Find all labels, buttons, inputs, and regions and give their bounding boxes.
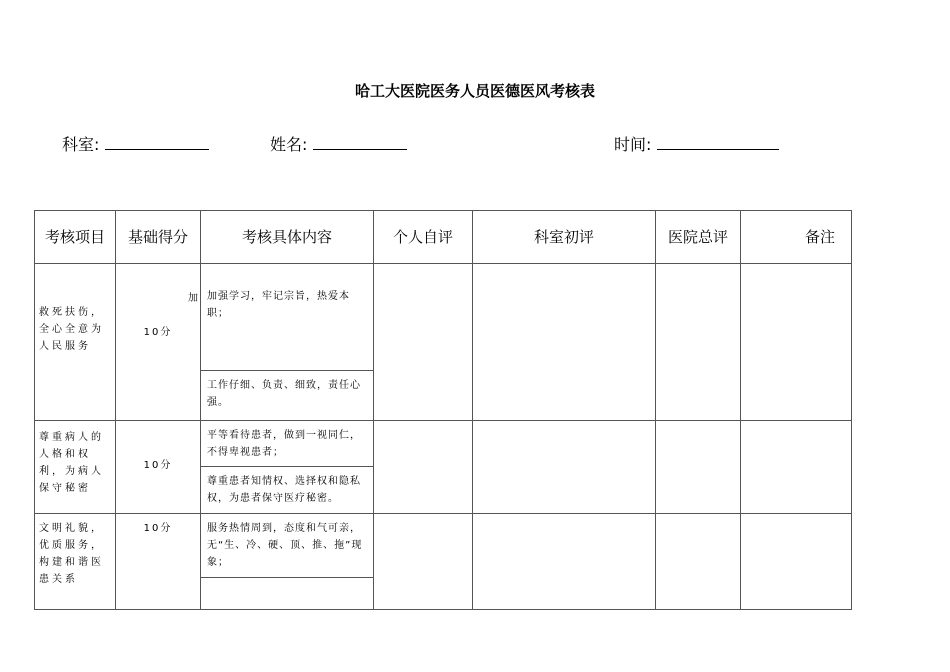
self-eval-cell[interactable]: [374, 421, 473, 514]
table-row: [35, 264, 852, 371]
self-eval-cell[interactable]: [374, 264, 473, 421]
time-blank[interactable]: [657, 135, 779, 150]
item-cell: 文明礼貌，优质服务，构建和谐医患关系: [35, 514, 116, 610]
table-row: [35, 421, 852, 467]
dept-eval-cell[interactable]: [473, 514, 656, 610]
item-cell: 救死扶伤，全心全意为人民服务: [35, 264, 116, 421]
hospital-eval-cell[interactable]: [656, 514, 741, 610]
dept-field: [62, 132, 209, 155]
time-field: [614, 132, 779, 155]
score-cell: 10分: [116, 514, 201, 610]
evaluation-table: [34, 210, 852, 610]
dept-label: 科室:: [62, 135, 100, 154]
header-cell: 科室初评: [473, 211, 656, 264]
name-blank[interactable]: [313, 135, 407, 150]
remarks-cell[interactable]: [741, 264, 852, 421]
score-cell: [116, 264, 201, 421]
header-cell: 考核具体内容: [201, 211, 374, 264]
dept-blank[interactable]: [105, 135, 209, 150]
hospital-eval-cell[interactable]: [656, 264, 741, 421]
page-title: 哈工大医院医务人员医德医风考核表: [354, 82, 595, 100]
content-cell: 工作仔细、负责、细致，责任心强。: [201, 371, 374, 421]
name-field: [270, 132, 407, 155]
dept-eval-cell[interactable]: [473, 421, 656, 514]
remarks-cell[interactable]: [741, 514, 852, 610]
header-cell: 备注: [741, 211, 852, 264]
hospital-eval-cell[interactable]: [656, 421, 741, 514]
item-cell: 尊重病人的人格和权利，为病人保守秘密: [35, 421, 116, 514]
header-cell: 基础得分: [116, 211, 201, 264]
content-cell: [201, 578, 374, 610]
time-label: 时间:: [614, 135, 652, 154]
header-cell: 医院总评: [656, 211, 741, 264]
self-eval-cell[interactable]: [374, 514, 473, 610]
table-row: [35, 514, 852, 578]
dept-eval-cell[interactable]: [473, 264, 656, 421]
header-cell: 考核项目: [35, 211, 116, 264]
score-value: 10分: [143, 327, 173, 338]
header-row: [35, 211, 852, 264]
score-cell: 10分: [116, 421, 201, 514]
remarks-cell[interactable]: [741, 421, 852, 514]
name-label: 姓名:: [270, 135, 308, 154]
content-cell: 平等看待患者，做到一视同仁，不得卑视患者；: [201, 421, 374, 467]
header-cell: 个人自评: [374, 211, 473, 264]
content-cell: 加强学习，牢记宗旨，热爱本职；: [201, 264, 374, 371]
content-cell: 尊重患者知情权、选择权和隐私权，为患者保守医疗秘密。: [201, 467, 374, 514]
side-mark: 加: [188, 293, 200, 304]
content-cell: 服务热情周到，态度和气可亲，无“生、冷、硬、顶、推、拖”现象；: [201, 514, 374, 578]
